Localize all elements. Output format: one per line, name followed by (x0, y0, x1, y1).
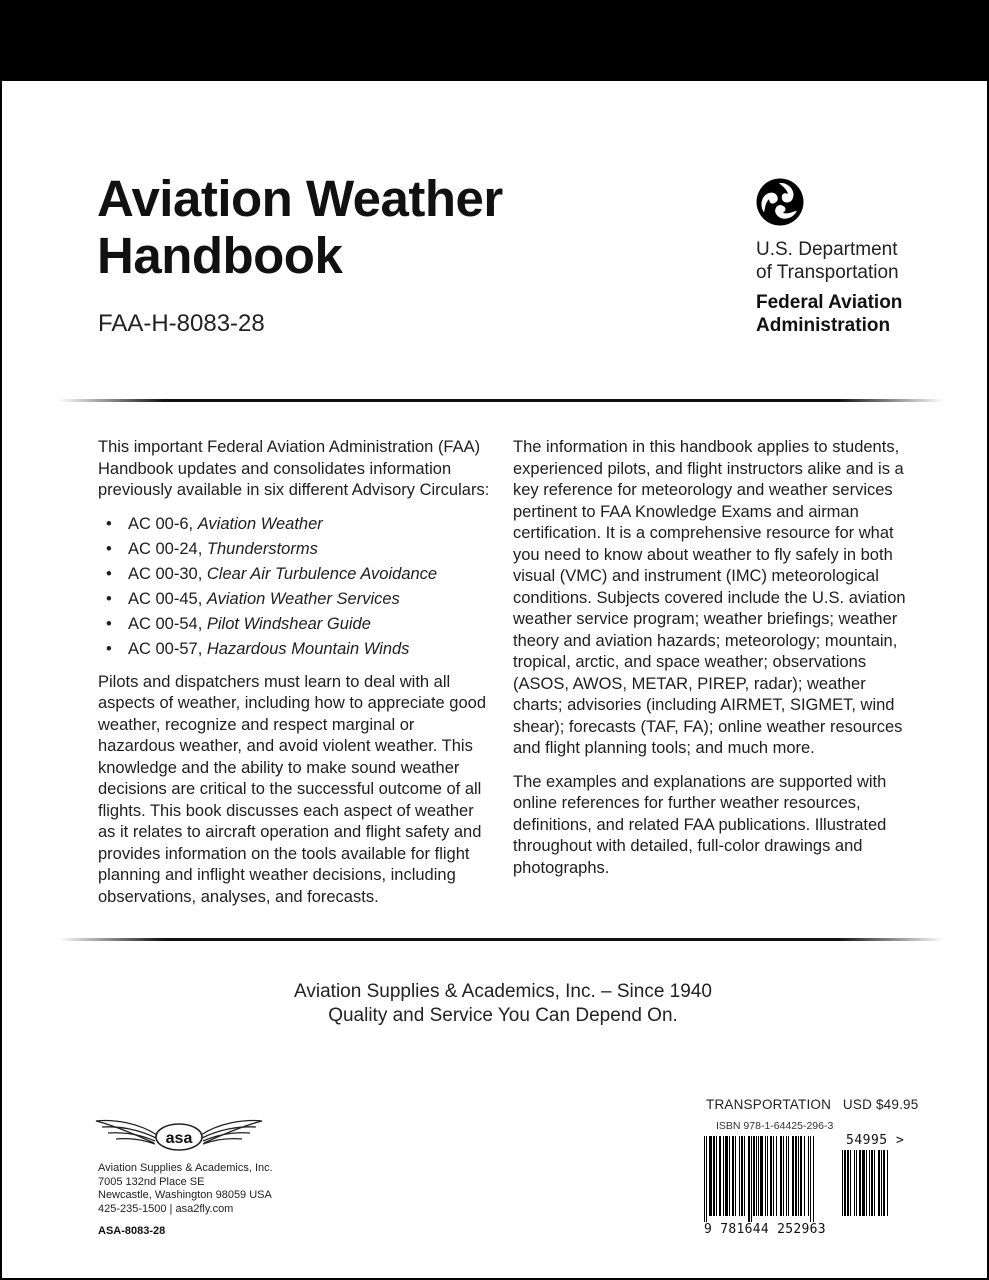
barcode-bar (859, 1150, 861, 1216)
barcode-bar (883, 1150, 885, 1216)
dot-department-name (756, 238, 899, 284)
address-line-2: 7005 132nd Place SE (98, 1175, 205, 1188)
list-item (106, 562, 493, 587)
barcode-bar (776, 1136, 777, 1216)
barcode-bar (878, 1150, 880, 1216)
list-item (106, 637, 493, 662)
product-code: ASA-8083-28 (98, 1225, 166, 1237)
asa-winged-logo-icon (94, 1113, 264, 1159)
barcode-addon-digits: 54995 > (846, 1133, 905, 1148)
dept-line-1: U.S. Department (756, 239, 898, 260)
barcode-bar (744, 1136, 745, 1216)
barcode-bar (704, 1136, 705, 1222)
barcode-bar (756, 1136, 757, 1216)
barcode-bar (770, 1136, 772, 1216)
circular-code: AC 00-24, (128, 539, 203, 558)
barcode-bar (788, 1136, 789, 1216)
title-line-2: Handbook (97, 227, 343, 284)
barcode-bar (760, 1136, 763, 1216)
publisher-line-2: Quality and Service You Can Depend On. (328, 1005, 678, 1026)
barcode-bar (723, 1136, 724, 1216)
list-item (106, 512, 493, 537)
barcode-bar (795, 1136, 797, 1216)
faa-name (756, 291, 902, 337)
circular-code: AC 00-54, (128, 614, 203, 633)
barcode-bar (856, 1150, 857, 1216)
overview-paragraph: The information in this handbook applies to students, experienced pilots, and flight instructors alike and is a key reference for meteorology and weather services pertinent to FAA Knowledge Exams and airman certification. It is a comprehensive resource for what you need to know about weather to fly safely in both visual (VMC) and instrument (IMC) meteorological conditions. Subjects covered include the U.S. aviation weather service program; weather briefings; weather theory and aviation hazards; meteorology; mountain, tropical, arctic, and space weather; observations (ASOS, AWOS, METAR, PIREP, radar); weather charts; advisories (including AIRMET, SIGMET, wind shear); forecasts (TAF, FA); online weather resources and flight planning tools; and much more. (513, 438, 906, 757)
circular-title: Pilot Windshear Guide (206, 614, 371, 633)
asa-logo-text: asa (165, 1130, 193, 1147)
barcode-bar (719, 1136, 721, 1216)
barcode-bar (706, 1136, 707, 1222)
barcode-bar (887, 1150, 888, 1216)
barcode-bar (808, 1136, 809, 1216)
barcode-bar (842, 1150, 843, 1216)
barcode-digits: 9 781644 252963 (704, 1222, 826, 1237)
circular-code: AC 00-57, (128, 639, 203, 658)
bottom-divider (58, 938, 944, 941)
document-number: FAA-H-8083-28 (98, 310, 265, 337)
barcode-bar (798, 1136, 799, 1216)
price-value: USD $49.95 (842, 1097, 919, 1112)
top-divider (58, 399, 944, 402)
barcode-bar (729, 1136, 730, 1216)
barcode-bar (850, 1150, 851, 1216)
barcode-bar (713, 1136, 715, 1216)
examples-paragraph: The examples and explanations are supported with online references for further weather resources, definitions, and related FAA publications. Illustrated throughout with detailed, full-color drawings and photographs. (513, 772, 887, 877)
publisher-address (98, 1162, 273, 1216)
dot-triskelion-logo-icon (756, 178, 804, 226)
barcode-bar (847, 1150, 849, 1216)
list-item (106, 587, 493, 612)
circular-code: AC 00-30, (128, 564, 203, 583)
barcode-bar (741, 1136, 743, 1216)
barcode-bar (810, 1136, 811, 1222)
frame-left-border (0, 81, 2, 1280)
title-line-1: Aviation Weather (97, 170, 503, 227)
barcode-bar (773, 1136, 774, 1216)
barcode-bar (804, 1136, 805, 1216)
barcode-bar (800, 1136, 802, 1216)
circular-title: Hazardous Mountain Winds (206, 639, 410, 658)
price-addon-barcode (842, 1150, 906, 1222)
barcode-bar (862, 1150, 865, 1216)
right-column (513, 437, 913, 879)
barcode-bar (753, 1136, 755, 1216)
barcode-bar (786, 1136, 787, 1216)
barcode-bar (716, 1136, 717, 1216)
barcode-bar (871, 1150, 873, 1216)
barcode-bar (866, 1150, 867, 1216)
price-line (706, 1097, 918, 1112)
body-paragraph: Pilots and dispatchers must learn to deal with all aspects of weather, including how to appreciate good weather, recognize and respect marginal or hazardous weather, and avoid violent weather. This knowledge and the ability to make sound weather decisions are critical to the successful outcome of all flights. This book discusses each aspect of weather as it relates to aircraft operation and flight safety and provides information on the tools available for flight planning and inflight weather decisions, including observations, analyses, and forecasts. (98, 672, 487, 906)
faa-line-2: Administration (756, 315, 891, 336)
barcode-bar (725, 1136, 728, 1216)
address-line-3: Newcastle, Washington 98059 USA (98, 1189, 272, 1201)
circular-title: Aviation Weather Services (206, 589, 400, 608)
list-item (106, 612, 493, 637)
barcode-bar (844, 1150, 846, 1216)
circular-code: AC 00-45, (128, 589, 203, 608)
barcode-bar (732, 1136, 734, 1216)
barcode-bar (792, 1136, 794, 1216)
barcode-bar (874, 1150, 875, 1216)
circular-title: Aviation Weather (197, 514, 323, 533)
publisher-line-1: Aviation Supplies & Academics, Inc. – Since 1940 (294, 981, 712, 1002)
address-line-1: Aviation Supplies & Academics, Inc. (98, 1162, 273, 1174)
faa-line-1: Federal Aviation (756, 292, 903, 313)
list-item (106, 537, 493, 562)
page-title (97, 170, 503, 284)
left-column (98, 437, 493, 908)
barcode-bar (780, 1136, 782, 1216)
top-black-band (0, 0, 989, 81)
publisher-tagline (0, 980, 989, 1028)
isbn-barcode (704, 1136, 838, 1222)
barcode-bar (767, 1136, 768, 1216)
intro-paragraph: This important Federal Aviation Administration (FAA) Handbook updates and consolidates information previously available in six different Advisory Circulars: (98, 438, 490, 499)
category-label: TRANSPORTATION (706, 1097, 832, 1112)
barcode-bar (783, 1136, 784, 1216)
barcode-bar (765, 1136, 766, 1216)
barcode-bar (813, 1136, 814, 1222)
isbn-label: ISBN 978-1-64425-296-3 (716, 1120, 834, 1132)
circular-code: AC 00-6, (128, 514, 194, 533)
barcode-bar (854, 1150, 855, 1216)
dept-line-2: of Transportation (756, 262, 899, 283)
barcode-bar (748, 1136, 750, 1222)
barcode-bar (881, 1150, 882, 1216)
barcode-bar (758, 1136, 759, 1216)
address-line-4: 425-235-1500 | asa2fly.com (98, 1202, 234, 1215)
advisory-circular-list (106, 512, 493, 662)
barcode-bar (709, 1136, 712, 1216)
circular-title: Thunderstorms (206, 539, 318, 558)
circular-title: Clear Air Turbulence Avoidance (206, 564, 438, 583)
barcode-bar (751, 1136, 752, 1222)
barcode-bar (739, 1136, 740, 1216)
barcode-bar (869, 1150, 870, 1216)
barcode-bar (735, 1136, 736, 1216)
